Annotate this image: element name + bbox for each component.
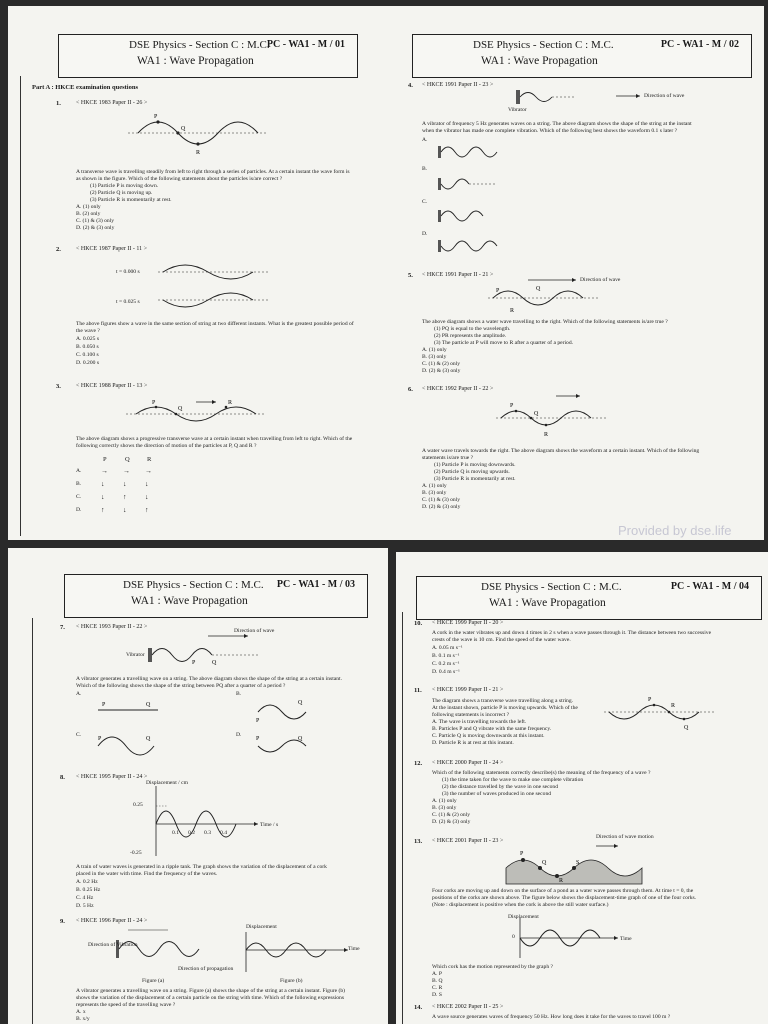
q9-option-b: B. x/y [76,1016,90,1022]
q5-statement-3: (3) The particle at P will move to R after a quarter of a period. [434,340,574,346]
q5-number: 5. [408,272,413,279]
q14-stem: A wave source generates waves of frequency 50 Hz. How long does it take for the waves to travel 100 m ? [432,1014,671,1020]
q2-option-c: C. 0.100 s [76,352,99,358]
q8-x-axis-label: Time / s [260,822,279,828]
q3-row-label: D. [76,507,82,513]
q9-time-label: Time [348,946,360,952]
q2-stem-2: the wave ? [76,328,100,334]
q10-stem-1: A cork in the water vibrates up and down 4 times in 2 s when a wave passes through it. The distance between two successive [432,630,712,636]
page-2 [388,6,764,540]
header-topic: WA1 : Wave Propagation [137,55,254,67]
q1-statement-2: (2) Particle Q is moving up. [90,190,153,196]
q2-time-1: t = 0.000 s [116,269,140,275]
q9-number: 9. [60,918,65,925]
q13-option-b: B. Q [432,978,443,984]
q1-wave-figure [128,111,268,161]
q7-wave-figure [148,630,268,670]
svg-text:R: R [196,150,201,156]
q6-stem-1: A water wave travels towards the right. The above diagram shows the waveform at a certain instant. Which of the following [422,448,700,454]
svg-text:P: P [192,660,196,666]
part-title: Part A : HKCE examination questions [32,84,138,91]
header-code: PC - WA1 - M / 03 [276,579,355,590]
q11-stem-2: At the instant shown, particle P is moving upwards. Which of the [432,705,578,711]
q8-x-tick: 0.1 [172,830,179,836]
q12-option-c: C. (1) & (2) only [432,812,471,818]
q5-direction-label: Direction of wave [580,277,621,283]
q5-option-a: A. (1) only [422,347,447,353]
svg-text:P: P [152,400,156,406]
q14-number: 14. [414,1004,423,1011]
q13-option-a: A. P [432,971,442,977]
q2-option-b: B. 0.050 s [76,344,99,350]
q13-pond-figure [506,842,646,884]
q8-x-tick: 0.2 [188,830,195,836]
q6-statement-3: (3) Particle R is momentarily at rest. [434,476,516,482]
q3-stem-1: The above diagram shows a progressive transverse wave at a certain instant when travelling from left to right. Which of the [76,436,353,442]
page-border [402,612,403,1024]
header-code: PC - WA1 - M / 01 [266,39,345,50]
header-topic: WA1 : Wave Propagation [481,55,598,67]
svg-text:R: R [510,308,515,314]
q13-y-axis-label: Displacement [508,914,539,920]
watermark-credit: Provided by dse.life [618,523,732,538]
q12-number: 12. [414,760,423,767]
q9-figure-b-caption: Figure (b) [280,978,303,984]
q11-stem-3: following statements is incorrect ? [432,712,510,718]
q13-x-axis-label: Time [620,936,632,942]
q9-displacement-label: Displacement [246,924,277,930]
q9-option-a: A. x [76,1009,86,1015]
q7-direction-label: Direction of wave [234,628,275,634]
q13-question: Which cork has the motion represented by the graph ? [432,964,554,970]
q1-option-d: D. (2) & (3) only [76,225,115,231]
q9-stem-1: A vibrator generates a travelling wave on a string. Figure (a) shows the shape of the string at a certain instant. Figure (b) [76,988,346,994]
q1-number: 1. [56,100,61,107]
q10-option-c: C. 0.2 m s⁻¹ [432,661,460,667]
q10-option-b: B. 0.1 m s⁻¹ [432,653,460,659]
header-series: DSE Physics - Section C : M.C. [129,39,270,51]
q5-option-d: D. (2) & (3) only [422,368,461,374]
q4-source: < HKCE 1991 Paper II - 23 > [422,82,494,88]
q1-stem-1: A transverse wave is travelling steadily from left to right through a series of particles. At a certain instant the wave form is [76,169,350,175]
q10-number: 10. [414,620,423,627]
header-series: DSE Physics - Section C : M.C. [473,39,614,51]
q7-option-a: A. [76,691,82,697]
q11-source: < HKCE 1999 Paper II - 21 > [432,687,504,693]
q11-option-c: C. Particle Q is moving downwards at this instant. [432,733,545,739]
page-4 [396,552,768,1024]
q13-direction-label: Direction of wave motion [596,834,654,840]
q6-statement-1: (1) Particle P is moving downwards. [434,462,516,468]
svg-text:P: P [154,114,158,120]
q10-option-d: D. 0.4 m s⁻¹ [432,669,460,675]
q7-option-d: D. [236,732,242,738]
q3-row-cell: ↑ [101,506,105,514]
q12-option-d: D. (2) & (3) only [432,819,471,825]
q11-option-b: B. Particles P and Q vibrate with the same frequency. [432,726,552,732]
page-header [64,574,368,618]
q12-option-a: A. (1) only [432,798,457,804]
q4-stem-1: A vibrator of frequency 5 Hz generates waves on a string. The above diagram shows the shape of the string at the instant [422,121,692,127]
q2-time-2: t = 0.025 s [116,299,140,305]
q8-option-b: B. 0.25 Hz [76,887,101,893]
q12-statement-3: (3) the number of waves produced in one second [442,791,552,797]
q5-statement-1: (1) PQ is equal to the wavelength. [434,326,511,332]
q8-stem-1: A train of water waves is generated in a ripple tank. The graph shows the variation of the displacement of a cork [76,864,327,870]
page-border [20,76,21,536]
q8-y-negative: -0.25 [130,850,142,856]
svg-text:P: P [496,288,500,294]
q8-stem-2: placed in the water with time. Find the frequency of the waves. [76,871,218,877]
q6-option-b: B. (3) only [422,490,447,496]
q3-col-r: R [147,456,152,463]
q11-number: 11. [414,687,422,694]
svg-text:P: P [648,697,652,703]
q3-row-cell: ↓ [145,493,149,501]
q6-wave-figure [496,390,606,442]
svg-text:R: R [671,703,676,709]
q8-x-tick: 0.3 [204,830,211,836]
q5-statement-2: (2) PR represents the amplitude. [434,333,507,339]
q8-y-axis-label: Displacement / cm [146,780,188,786]
q6-stem-2: statements is/are true ? [422,455,474,461]
svg-text:R: R [559,878,564,884]
q3-row-label: A. [76,468,82,474]
q3-row-cell: ↓ [145,480,149,488]
q4-option-a: A. [422,137,428,143]
q7-stem-2: Which of the following shows the shape of the string between PQ after a quarter of a period ? [76,683,286,689]
q8-option-d: D. 5 Hz [76,903,94,909]
q9-figure-a-caption: Figure (a) [142,978,165,984]
page-header [416,576,762,620]
svg-text:Q: Q [298,700,303,706]
q3-col-p: P [103,456,107,463]
q7-source: < HKCE 1993 Paper II - 22 > [76,624,148,630]
q8-option-c: C. 4 Hz [76,895,94,901]
svg-text:Q: Q [534,411,539,417]
svg-text:Q: Q [298,736,303,742]
q8-number: 8. [60,774,65,781]
q7-vibrator-label: Vibrator [126,652,145,658]
q13-displacement-graph [518,918,622,958]
q9-stem-3: represents the speed of the travelling wave ? [76,1002,176,1008]
q3-wave-figure [126,396,266,428]
svg-text:Q: Q [536,286,541,292]
q4-number: 4. [408,82,413,89]
q3-row-cell: ↓ [101,493,105,501]
q12-stem: Which of the following statements correctly describe(s) the meaning of the frequency of a wave ? [432,770,651,776]
svg-text:Q: Q [146,702,151,708]
q10-stem-2: crests of the wave is 10 cm. Find the speed of the water wave. [432,637,571,643]
q9-direction-propagation: Direction of propagation [178,966,234,972]
q13-stem-1: Four corks are moving up and down on the surface of a pond as a water wave passes through them. At time t = 0, the [432,888,694,894]
q2-number: 2. [56,246,61,253]
q3-row-cell: → [101,467,108,475]
q4-vibrator-label: Vibrator [508,107,527,113]
q13-stem-2: positions of the corks are shown above. The figure below shows the displacement-time graph of one of the four corks. [432,895,697,901]
q10-source: < HKCE 1999 Paper II - 20 > [432,620,504,626]
q2-option-d: D. 0.200 s [76,360,99,366]
q10-option-a: A. 0.05 m s⁻¹ [432,645,463,651]
q13-option-c: C. R [432,985,443,991]
svg-text:P: P [520,851,524,857]
q8-displacement-graph [154,786,264,856]
svg-text:S: S [576,860,580,866]
q8-option-a: A. 0.2 Hz [76,879,98,885]
q7-number: 7. [60,624,65,631]
q4-option-d: D. [422,231,428,237]
q5-option-c: C. (1) & (2) only [422,361,461,367]
q2-stem-1: The above figures show a wave in the same section of string at two different instants. What is the greatest possible period of [76,321,354,327]
q1-option-c: C. (1) & (3) only [76,218,115,224]
q13-number: 13. [414,838,423,845]
q13-origin-label: 0 [512,934,515,940]
q6-number: 6. [408,386,413,393]
q4-option-waveforms [438,138,498,256]
header-topic: WA1 : Wave Propagation [131,595,248,607]
svg-text:Q: Q [212,660,217,666]
svg-text:Q: Q [146,736,151,742]
header-series: DSE Physics - Section C : M.C. [481,581,622,593]
q3-row-cell: → [145,467,152,475]
q11-wave-figure [604,692,714,732]
q4-stem-2: when the vibrator has made one complete vibration. Which of the following best shows the waveform 0.1 s later ? [422,128,678,134]
q2-option-a: A. 0.025 s [76,336,99,342]
svg-text:P: P [510,403,514,409]
q9-figure-b [244,932,354,972]
q1-statement-1: (1) Particle P is moving down. [90,183,159,189]
q3-row-cell: ↓ [123,480,127,488]
q3-stem-2: following correctly shows the direction of motion of the particles at P, Q and R ? [76,443,257,449]
q11-option-d: D. Particle R is at rest at this instant. [432,740,514,746]
q3-row-cell: ↓ [101,480,105,488]
q12-statement-2: (2) the distance travelled by the wave in one second [442,784,559,790]
q6-option-d: D. (2) & (3) only [422,504,461,510]
q5-option-b: B. (3) only [422,354,447,360]
q2-wave-figures [158,258,268,308]
q4-direction-label: Direction of wave [644,93,685,99]
svg-text:P: P [256,718,260,724]
q1-statement-3: (3) Particle R is momentarily at rest. [90,197,172,203]
page-1 [8,6,388,540]
header-series: DSE Physics - Section C : M.C. [123,579,264,591]
header-code: PC - WA1 - M / 04 [670,581,749,592]
q5-source: < HKCE 1991 Paper II - 21 > [422,272,494,278]
q3-row-cell: ↑ [123,493,127,501]
q9-stem-2: shows the variation of the displacement of a certain particle on the string with time. Which of the following expressions [76,995,345,1001]
q1-option-b: B. (2) only [76,211,101,217]
q9-source: < HKCE 1996 Paper II - 24 > [76,918,148,924]
q13-stem-3: (Note : displacement is positive when the cork is above the still water surface.) [432,902,609,908]
q4-option-c: C. [422,199,428,205]
q11-stem-1: The diagram shows a transverse wave travelling along a string. [432,698,574,704]
q3-row-cell: ↓ [123,506,127,514]
q12-statement-1: (1) the time taken for the wave to make one complete vibration [442,777,584,783]
svg-text:R: R [544,432,549,438]
q1-source: < HKCE 1983 Paper II - 26 > [76,100,148,106]
svg-text:P: P [256,736,260,742]
q11-option-a: A. The wave is travelling towards the left. [432,719,527,725]
q12-option-b: B. (3) only [432,805,457,811]
svg-text:P: P [98,736,102,742]
q8-source: < HKCE 1995 Paper II - 24 > [76,774,148,780]
q9-direction-vibration: Direction of Vibration [88,942,138,948]
svg-text:Q: Q [684,725,689,731]
svg-text:R: R [228,400,233,406]
svg-text:Q: Q [181,126,186,132]
q1-stem-2: as shown in the figure. Which of the following statements about the particles is/are correct ? [76,176,283,182]
q6-statement-2: (2) Particle Q is moving upwards. [434,469,510,475]
q14-source: < HKCE 2002 Paper II - 25 > [432,1004,504,1010]
q8-y-positive: 0.25 [133,802,143,808]
q6-option-c: C. (1) & (3) only [422,497,461,503]
q3-row-cell: ↑ [145,506,149,514]
q6-option-a: A. (1) only [422,483,447,489]
svg-text:Q: Q [542,860,547,866]
q7-stem-1: A vibrator generates a travelling wave on a string. The above diagram shows the shape of the string at a certain instant. [76,676,342,682]
q3-row-label: B. [76,481,82,487]
header-topic: WA1 : Wave Propagation [489,597,606,609]
svg-text:P: P [102,702,106,708]
page-header [412,34,752,78]
q3-col-q: Q [125,456,130,463]
q13-source: < HKCE 2001 Paper II - 23 > [432,838,504,844]
page-3 [8,548,388,1024]
q3-row-label: C. [76,494,82,500]
header-code: PC - WA1 - M / 02 [660,39,739,50]
page-border [32,618,33,1024]
q4-option-b: B. [422,166,428,172]
q3-source: < HKCE 1988 Paper II - 13 > [76,383,148,389]
q6-source: < HKCE 1992 Paper II - 22 > [422,386,494,392]
q3-number: 3. [56,383,61,390]
q7-option-c: C. [76,732,82,738]
q8-x-tick: 0.4 [220,830,227,836]
q13-option-d: D. S [432,992,442,998]
q2-source: < HKCE 1987 Paper II - 11 > [76,246,148,252]
q12-source: < HKCE 2000 Paper II - 24 > [432,760,504,766]
q1-option-a: A. (1) only [76,204,101,210]
svg-text:Q: Q [178,406,183,412]
q3-row-cell: → [123,467,130,475]
page-header [58,34,358,78]
q7-option-b: B. [236,691,242,697]
q7-option-figures [98,698,318,760]
q5-stem: The above diagram shows a water wave travelling to the right. Which of the following statements is/are true ? [422,319,668,325]
